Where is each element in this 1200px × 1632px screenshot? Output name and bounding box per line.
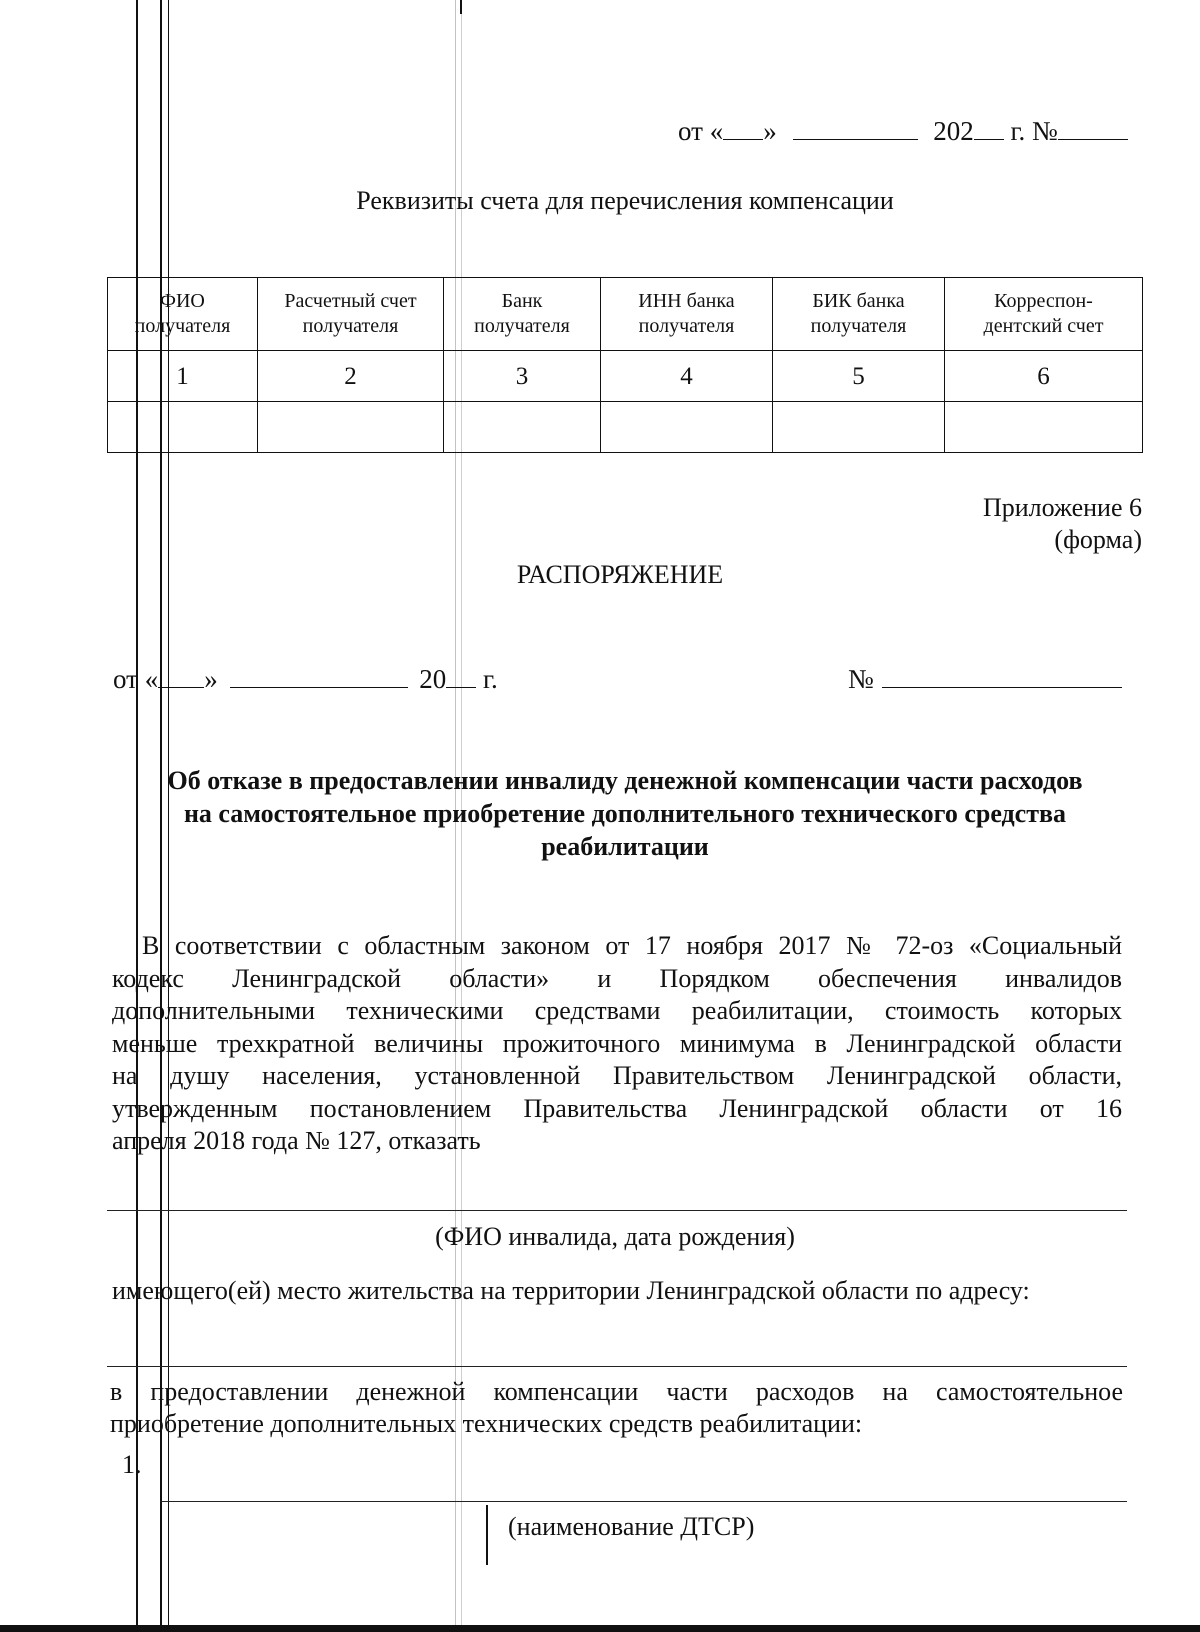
header-month-blank [793, 117, 918, 140]
body-line: апреля 2018 года № 127, отказать [112, 1126, 481, 1155]
item-caption: (наименование ДТСР) [508, 1512, 755, 1541]
table-cell: 6 [945, 351, 1143, 402]
table-cell [945, 402, 1143, 453]
scan-bottom-edge [0, 1625, 1200, 1632]
item-rule [160, 1501, 1127, 1502]
table-number-row [108, 351, 1143, 402]
title-line: Об отказе в предоставлении инвалиду денежной компенсации части расходов [167, 766, 1083, 795]
grant-line: приобретение дополнительных технических средств реабилитации: [110, 1409, 863, 1438]
appendix-form-line: (форма) [1054, 525, 1142, 554]
scan-line [486, 1505, 488, 1565]
table-cell: 5 [773, 351, 945, 402]
order-month-blank [230, 665, 408, 688]
table-header-row [108, 278, 1143, 351]
header-year-blank [974, 117, 1004, 140]
requisites-caption: Реквизиты счета для перечисления компенсации [356, 186, 894, 215]
table-empty-row [108, 402, 1143, 453]
header-day-blank [723, 117, 763, 140]
body-paragraph [112, 930, 1122, 1158]
order-number-label: № [848, 664, 874, 694]
order-year: 20 [419, 664, 447, 694]
header-date-prefix: от « [678, 116, 724, 146]
header-year-suffix: г. № [1003, 116, 1058, 146]
table-cell [258, 402, 444, 453]
table-cell: 1 [108, 351, 258, 402]
table-cell [108, 402, 258, 453]
table-header-cell: Банк получателя [444, 278, 601, 351]
table-header-cell: Расчетный счет получателя [258, 278, 444, 351]
address-rule [107, 1366, 1127, 1367]
title-line: реабилитации [541, 832, 709, 861]
table-cell: 3 [444, 351, 601, 402]
order-year-blank [446, 665, 476, 688]
header-year: 202 [933, 116, 974, 146]
order-number-blank [882, 665, 1122, 688]
header-number-blank [1058, 117, 1128, 140]
body-line: В соответствии с областным законом от 17 ноября 2017 № 72-оз «Социальный [142, 931, 1122, 960]
appendix-line: Приложение 6 [982, 493, 1142, 522]
header-date-line [678, 116, 1128, 147]
table-cell: 2 [258, 351, 444, 402]
table-header-cell: БИК банка получателя [773, 278, 945, 351]
order-year-suffix: г. [476, 664, 498, 694]
table-header-cell: Корреспон- дентский счет [945, 278, 1143, 351]
table-header-cell: ИНН банка получателя [601, 278, 773, 351]
order-date-line [113, 664, 498, 695]
body-line: на душу населения, установленной Правительством Ленинградской области, [112, 1061, 1122, 1090]
body-line: утвержденным постановлением Правительства Ленинградской области от 16 [112, 1093, 1122, 1123]
fio-rule [107, 1210, 1127, 1211]
fio-caption: (ФИО инвалида, дата рождения) [435, 1222, 795, 1251]
title-line: на самостоятельное приобретение дополнительного технического средства [183, 799, 1067, 828]
grant-line: в предоставлении денежной компенсации части расходов на самостоятельное [110, 1377, 1123, 1406]
table-cell: 4 [601, 351, 773, 402]
grant-paragraph [110, 1376, 1123, 1440]
residence-line: имеющего(ей) место жительства на территории Ленинградской области по адресу: [112, 1276, 1030, 1305]
document-type: РАСПОРЯЖЕНИЕ [516, 560, 724, 589]
header-date-suffix: » [763, 116, 777, 146]
item-number: 1. [122, 1450, 142, 1479]
body-line: меньше трехкратной величины прожиточного минимума в Ленинградской области [112, 1028, 1122, 1058]
requisites-table [107, 277, 1143, 453]
order-day-blank [158, 665, 204, 688]
document-title [110, 764, 1140, 863]
appendix-label [900, 492, 1142, 556]
order-date-suffix: » [204, 664, 218, 694]
scan-line [460, 0, 462, 14]
table-cell [601, 402, 773, 453]
body-line: дополнительными техническими средствами реабилитации, стоимость которых [112, 996, 1122, 1025]
table-header-cell: ФИО получателя [108, 278, 258, 351]
table-cell [773, 402, 945, 453]
table-cell [444, 402, 601, 453]
order-date-prefix: от « [113, 664, 159, 694]
order-number [848, 664, 1122, 695]
body-line: кодекс Ленинградской области» и Порядком обеспечения инвалидов [112, 963, 1122, 993]
